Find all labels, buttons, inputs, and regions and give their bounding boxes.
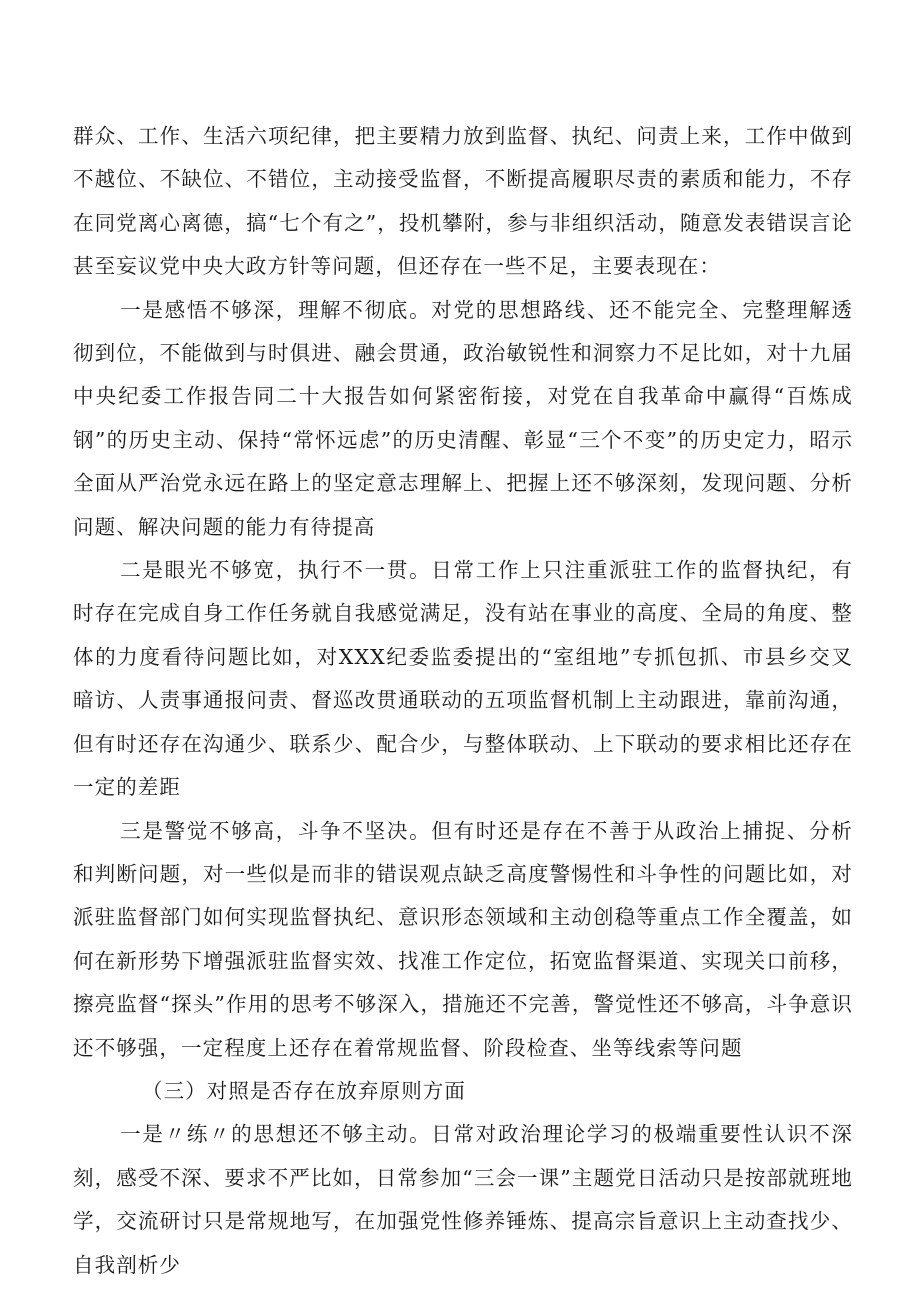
paragraph-continuation: 群众、工作、生活六项纪律，把主要精力放到监督、执纪、问责上来，工作中做到不越位、不缺位、不错位，主动接受监督，不断提高履职尽责的素质和能力，不存在同党离心离德，搞“七个有之”，投机攀附，参与非组织活动，随意发表错误言论甚至妄议党中央大政方针等问题，但还存在一些不足，主要表现在：: [73, 124, 853, 279]
document-body: [73, 115, 853, 1287]
section-heading: （三）对照是否存在放弃原则方面: [142, 1078, 466, 1103]
paragraph-point-one: 一是感悟不够深，理解不彻底。对党的思想路线、还不能完全、完整理解透彻到位，不能做到与时俱进、融会贯通，政治敏锐性和洞察力不足比如，对十九届中央纪委工作报告同二十大报告如何紧密衔接，对党在自我革命中赢得“百炼成钢”的历史主动、保持“常怀远虑”的历史清醒、彰显“三个不变”的历史定力，昭示全面从严治党永远在路上的坚定意志理解上、把握上还不够深刻，发现问题、分析问题、解决问题的能力有待提高: [73, 297, 853, 539]
paragraph-point-two: 二是眼光不够宽，执行不一贯。日常工作上只注重派驻工作的监督执纪，有时存在完成自身工作任务就自我感觉满足，没有站在事业的高度、全局的角度、整体的力度看待问题比如，对XXX纪委监委提出的“室组地”专抓包抓、市县乡交叉暗访、人责事通报问责、督巡改贯通联动的五项监督机制上主动跟进，靠前沟通，但有时还存在沟通少、联系少、配合少，与整体联动、上下联动的要求相比还存在一定的差距: [73, 558, 853, 800]
paragraph-section-point-one: 一是〃练〃的思想还不够主动。日常对政治理论学习的极端重要性认识不深刻，感受不深、要求不严比如，日常参加“三会一课”主题党日活动只是按部就班地学，交流研讨只是常规地写，在加强党性修养锤炼、提高宗旨意识上主动查找少、自我剖析少: [73, 1122, 853, 1277]
paragraph-point-three: 三是警觉不够高，斗争不坚决。但有时还是存在不善于从政治上捕捉、分析和判断问题，对一些似是而非的错误观点缺乏高度警惕性和斗争性的问题比如，对派驻监督部门如何实现监督执纪、意识形态领域和主动创稳等重点工作全覆盖，如何在新形势下增强派驻监督实效、找准工作定位，拓宽监督渠道、实现关口前移，擦亮监督“探头”作用的思考不够深入，措施还不完善，警觉性还不够高，斗争意识还不够强，一定程度上还存在着常规监督、阶段检查、坐等线索等问题: [73, 818, 853, 1060]
